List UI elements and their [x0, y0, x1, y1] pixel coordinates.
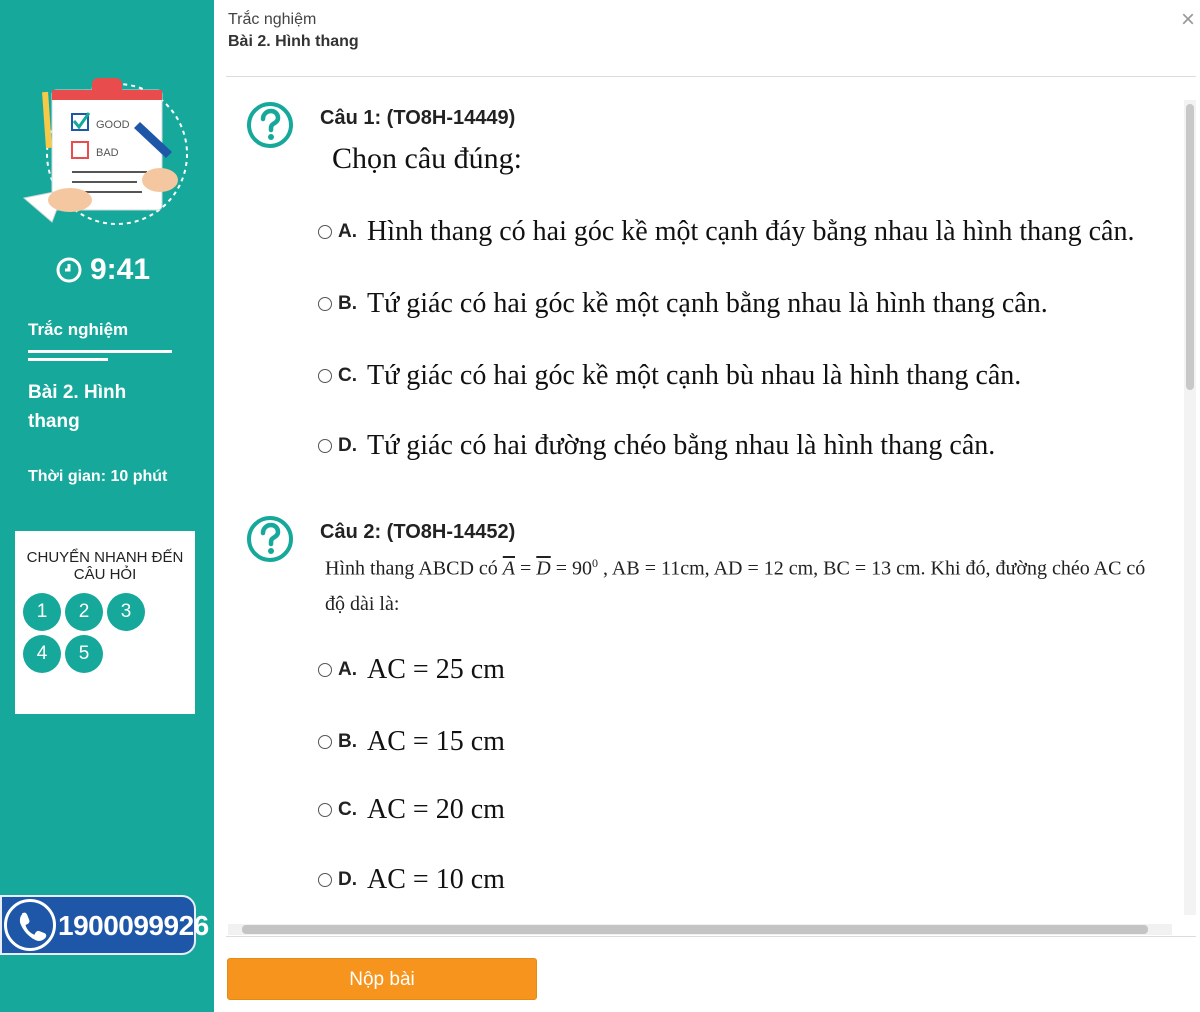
radio-button[interactable]	[318, 369, 332, 383]
option-letter: C.	[338, 365, 357, 386]
q1-option-d[interactable]	[318, 424, 995, 468]
horizontal-scroll-thumb[interactable]	[242, 925, 1148, 934]
good-label: GOOD	[96, 119, 130, 131]
quiz-label: Trắc nghiệm	[28, 320, 129, 339]
question-nav-1[interactable]: 1	[23, 593, 61, 631]
option-letter: B.	[338, 731, 357, 752]
question-nav-4[interactable]: 4	[23, 635, 61, 673]
radio-button[interactable]	[318, 439, 332, 453]
option-text: AC = 20 cm	[367, 794, 505, 825]
stem-eq1: =	[515, 557, 537, 580]
question-nav-5[interactable]: 5	[65, 635, 103, 673]
angle-d: $\overline{D}$	[536, 557, 551, 580]
angle-a: $\overline{A}$	[502, 557, 515, 580]
option-letter: A.	[338, 221, 357, 242]
option-text: AC = 10 cm	[367, 864, 505, 895]
question-title-1: Câu 1: (TO8H-14449)	[320, 107, 516, 129]
close-icon[interactable]: ×	[1180, 6, 1195, 33]
q1-option-b[interactable]	[318, 282, 1048, 326]
radio-button[interactable]	[318, 225, 332, 239]
lesson-title: Bài 2. Hình thang	[28, 382, 127, 432]
submit-button[interactable]: Nộp bài	[227, 958, 537, 1000]
q2-option-a[interactable]	[318, 648, 505, 692]
hotline-banner[interactable]	[0, 895, 209, 955]
bad-label: BAD	[96, 147, 119, 159]
question-title-2: Câu 2: (TO8H-14452)	[320, 521, 516, 543]
question-nav-2[interactable]: 2	[65, 593, 103, 631]
q1-option-a[interactable]	[318, 210, 1134, 254]
option-letter: B.	[338, 293, 357, 314]
option-letter: D.	[338, 435, 357, 456]
header-subtitle: Trắc nghiệm	[228, 11, 317, 28]
question-nav-3[interactable]: 3	[107, 593, 145, 631]
hotline-number: 1900099926	[58, 910, 209, 941]
option-text: AC = 25 cm	[367, 654, 505, 685]
option-text: AC = 15 cm	[367, 726, 505, 757]
stem-eq2: = 90	[550, 557, 593, 580]
footer-divider	[226, 936, 1196, 937]
stem-intro: Hình thang ABCD có	[325, 557, 503, 580]
radio-button[interactable]	[318, 663, 332, 677]
q2-option-b[interactable]	[318, 720, 505, 764]
radio-button[interactable]	[318, 803, 332, 817]
option-letter: D.	[338, 869, 357, 890]
vertical-scroll-thumb[interactable]	[1186, 104, 1194, 390]
header-title: Bài 2. Hình thang	[228, 33, 359, 50]
question-stem-2	[325, 556, 1145, 581]
option-text: Tứ giác có hai đường chéo bằng nhau là hình thang cân.	[367, 430, 996, 461]
quiz-duration: Thời gian: 10 phút	[28, 468, 168, 485]
clock-icon	[56, 257, 82, 283]
q2-option-d[interactable]	[318, 858, 505, 902]
degree-mark: 0	[592, 556, 599, 570]
question-stem-2-line2: độ dài là:	[325, 593, 400, 615]
question-navigator	[15, 531, 195, 714]
countdown-timer	[56, 252, 150, 288]
divider	[28, 358, 108, 361]
divider	[28, 350, 172, 353]
option-letter: A.	[338, 659, 357, 680]
q2-option-c[interactable]	[318, 788, 505, 832]
checklist-illustration	[22, 72, 192, 242]
header-divider	[226, 76, 1196, 77]
option-letter: C.	[338, 799, 357, 820]
stem-rest: , AB = 11cm, AD = 12 cm, BC = 13 cm. Khi đó, đường chéo AC có	[598, 557, 1146, 580]
question-stem-1: Chọn câu đúng:	[332, 142, 522, 175]
option-text: Tứ giác có hai góc kề một cạnh bằng nhau là hình thang cân.	[367, 288, 1048, 319]
radio-button[interactable]	[318, 735, 332, 749]
option-text: Tứ giác có hai góc kề một cạnh bù nhau là hình thang cân.	[367, 360, 1022, 391]
question-icon	[246, 515, 294, 563]
q1-option-c[interactable]	[318, 354, 1021, 398]
phone-icon	[4, 899, 56, 951]
question-icon	[246, 101, 294, 149]
radio-button[interactable]	[318, 873, 332, 887]
option-text: Hình thang có hai góc kề một cạnh đáy bằng nhau là hình thang cân.	[367, 216, 1135, 247]
navigator-title: CHUYỂN NHANH ĐẾN CÂU HỎI	[26, 549, 184, 583]
sidebar	[0, 0, 214, 1012]
radio-button[interactable]	[318, 297, 332, 311]
timer-value: 9:41	[90, 253, 151, 286]
